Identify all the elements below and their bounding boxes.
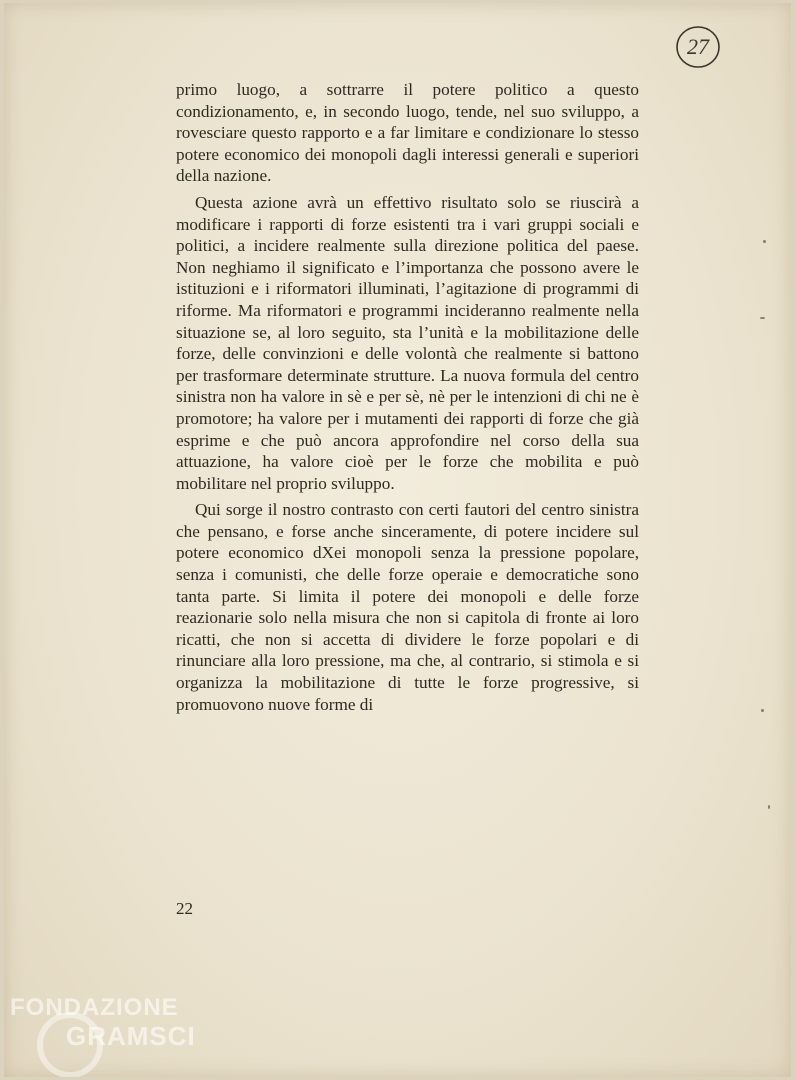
archive-stamp [674, 23, 722, 71]
watermark-line1: FONDAZIONE [10, 994, 179, 1021]
watermark-line2: GRAMSCI [66, 1021, 196, 1051]
document-page [4, 3, 791, 1077]
speck-4 [768, 805, 770, 809]
paragraph-3: Qui sorge il nostro contrasto con certi fautori del centro sinistra che pensano, e forse anche sinceramente, di potere incidere sul potere economico dXei monopoli senza la pressione popolare, senza i comunisti, che delle forze operaie e democratiche sono tanta parte. Si limita il potere dei monopoli e delle forze reazionarie solo nella misura che non si capitola di fronte ai loro ricatti, che non si accetta di dividere le forze popolari e di rinunciare alla loro pressione, ma che, al contrario, si stimola e si organizza la mobilitazione di tutte le forze progressive, si promuovono nuove forme di [176, 500, 639, 714]
body-text [176, 79, 639, 720]
stamp-number: 27 [687, 34, 709, 59]
paragraph-2: Questa azione avrà un effettivo risultato solo se riuscirà a modificare i rapporti di forze esistenti tra i vari gruppi sociali e politici, a incidere realmente sulla direzione politica del paese. Non neghiamo il significato e l’importanza che possono avere le istituzioni e i riformatori illuminati, l’agitazione di programmi di riforme. Ma riformatori e programmi incideranno realmente nella situazione se, al loro seguito, sta l’unità e la mobilitazione delle forze, delle convinzioni e delle volontà che realmente si battono per trasformare determinate strutture. La nuova formula del centro sinistra non ha valore in sè e per sè, nè per le intenzioni di chi ne è promotore; ha valore per i mutamenti dei rapporti di forze che già esprime e che può ancora approfondire nel corso della sua attuazione, ha valore cioè per le forze che mobilita e può mobilitare nel proprio sviluppo. [176, 192, 639, 493]
speck-1 [763, 240, 766, 243]
paragraph-1: primo luogo, a sottrarre il potere politico a questo condizionamento, e, in secondo luogo, tende, nel suo sviluppo, a rovesciare questo rapporto e a far limitare e condizionare lo stesso potere economico dei monopoli dagli interessi generali e superiori della nazione. [176, 80, 639, 186]
speck-3 [761, 709, 764, 712]
speck-2 [760, 317, 765, 319]
page-number: 22 [176, 899, 193, 918]
watermark-logo [10, 993, 210, 1077]
